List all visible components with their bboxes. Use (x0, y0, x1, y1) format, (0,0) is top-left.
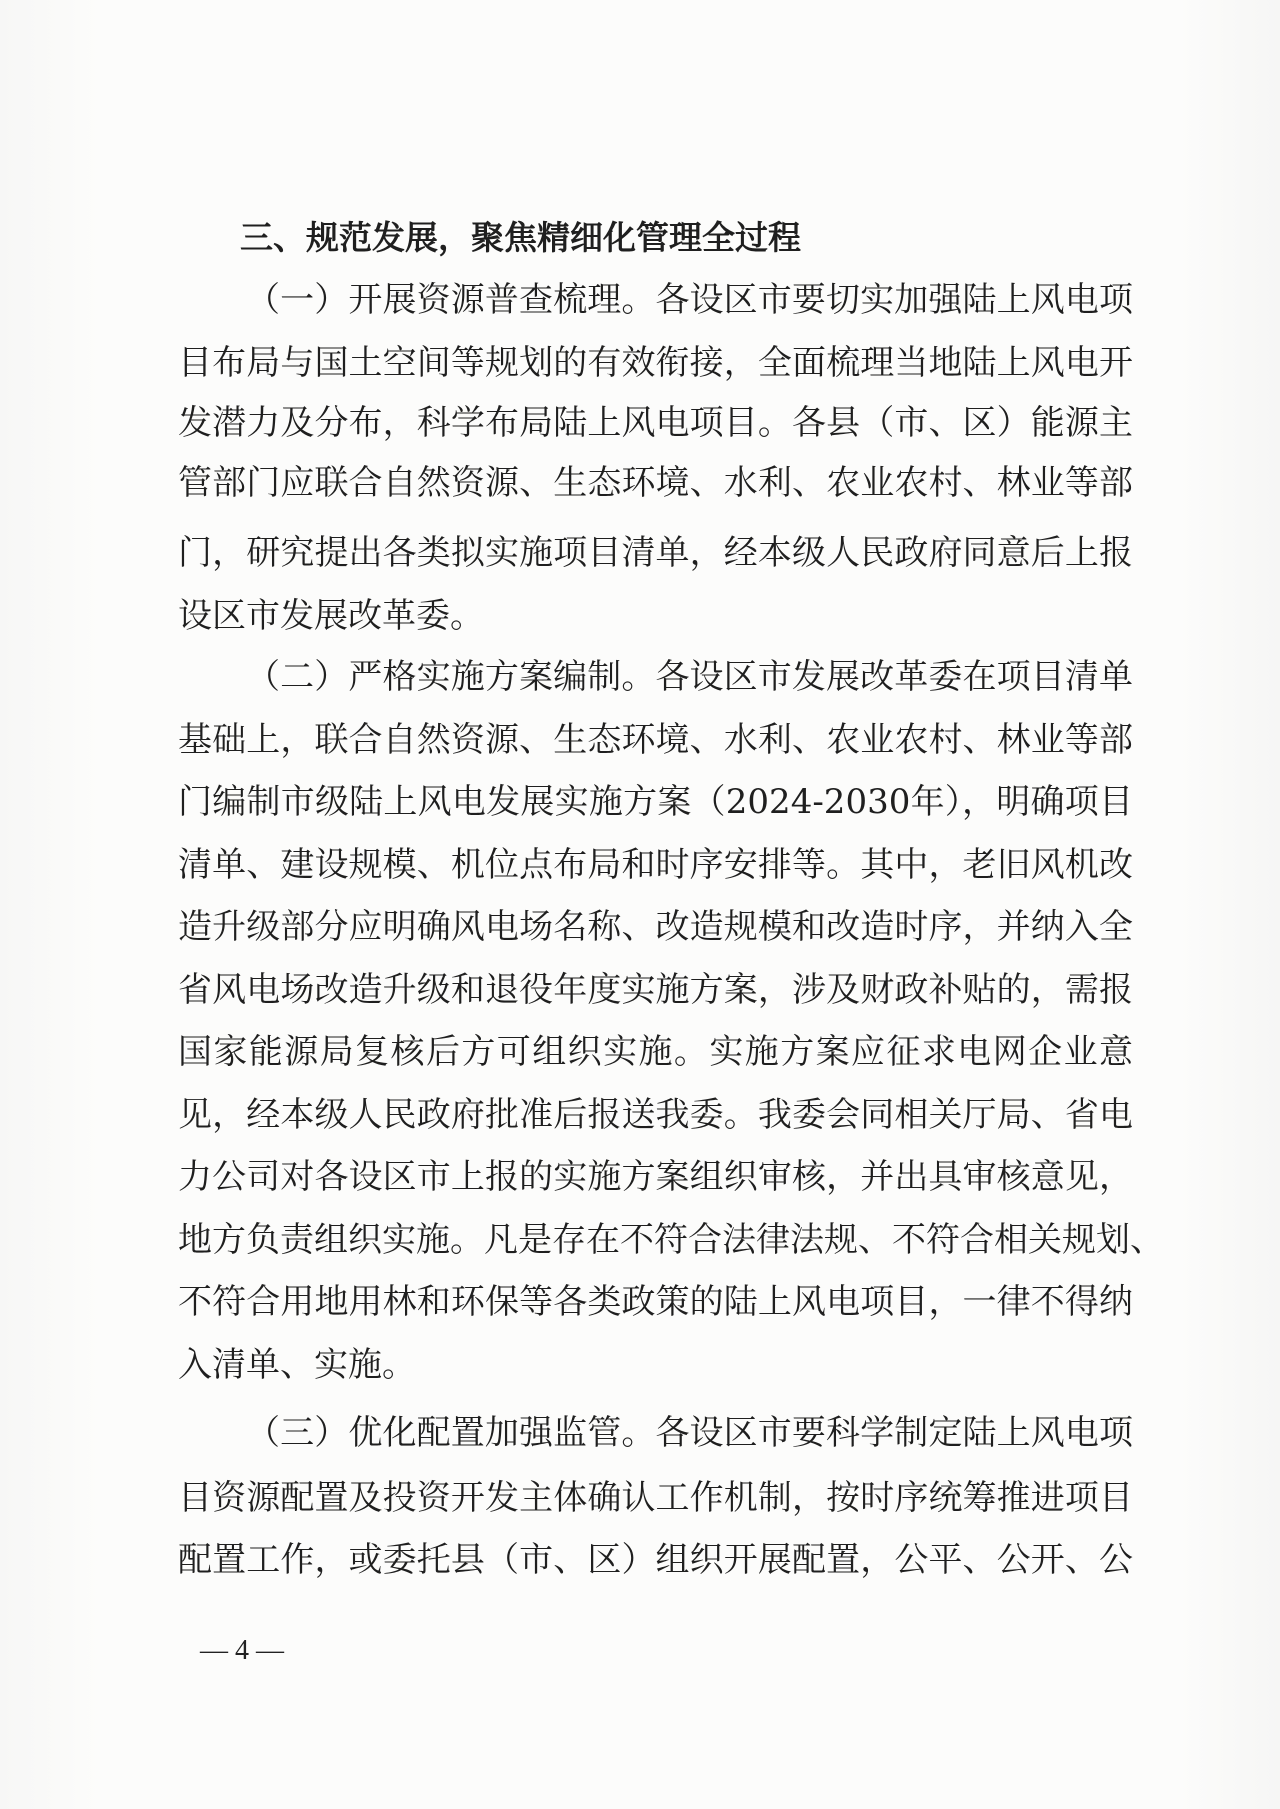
paragraph-2-line-8: 见，经本级人民政府批准后报送我委。我委会同相关厅局、省电 (178, 1095, 1133, 1135)
paragraph-2-line-10: 地方负责组织实施。凡是存在不符合法律法规、不符合相关规划、 (178, 1220, 1164, 1260)
paragraph-3-line-1: （三）优化配置加强监管。各设区市要科学制定陆上风电项 (246, 1413, 1133, 1453)
paragraph-2-line-4: 清单、建设规模、机位点布局和时序安排等。其中，老旧风机改 (178, 845, 1133, 885)
paragraph-2-line-11: 不符合用地用林和环保等各类政策的陆上风电项目，一律不得纳 (178, 1282, 1133, 1322)
paragraph-2-line-1: （二）严格实施方案编制。各设区市发展改革委在项目清单 (246, 657, 1133, 697)
paragraph-1-line-1: （一）开展资源普查梳理。各设区市要切实加强陆上风电项 (246, 280, 1133, 320)
paragraph-2-line-6: 省风电场改造升级和退役年度实施方案，涉及财政补贴的，需报 (178, 970, 1133, 1010)
section-heading: 三、规范发展，聚焦精细化管理全过程 (240, 218, 801, 257)
page-number: — 4 — (200, 1635, 284, 1666)
paragraph-1-line-6: 设区市发展改革委。 (178, 596, 484, 636)
paragraph-2-line-2: 基础上，联合自然资源、生态环境、水利、农业农村、林业等部 (178, 720, 1133, 760)
paragraph-2-line-7: 国家能源局复核后方可组织实施。实施方案应征求电网企业意 (178, 1032, 1133, 1072)
paragraph-2-line-9: 力公司对各设区市上报的实施方案组织审核，并出具审核意见， (178, 1157, 1133, 1197)
paragraph-1-line-2: 目布局与国土空间等规划的有效衔接，全面梳理当地陆上风电开 (178, 343, 1133, 383)
paragraph-2-line-12: 入清单、实施。 (178, 1345, 416, 1385)
paragraph-1-line-4: 管部门应联合自然资源、生态环境、水利、农业农村、林业等部 (178, 463, 1133, 503)
paragraph-3-line-3: 配置工作，或委托县（市、区）组织开展配置，公平、公开、公 (178, 1540, 1133, 1580)
paragraph-3-line-2: 目资源配置及投资开发主体确认工作机制，按时序统筹推进项目 (178, 1478, 1133, 1518)
paragraph-2-line-5: 造升级部分应明确风电场名称、改造规模和改造时序，并纳入全 (178, 907, 1133, 947)
paragraph-1-line-5: 门，研究提出各类拟实施项目清单，经本级人民政府同意后上报 (178, 533, 1133, 573)
paragraph-1-line-3: 发潜力及分布，科学布局陆上风电项目。各县（市、区）能源主 (178, 403, 1133, 443)
paragraph-2-line-3: 门编制市级陆上风电发展实施方案（2024-2030年），明确项目 (178, 782, 1133, 822)
